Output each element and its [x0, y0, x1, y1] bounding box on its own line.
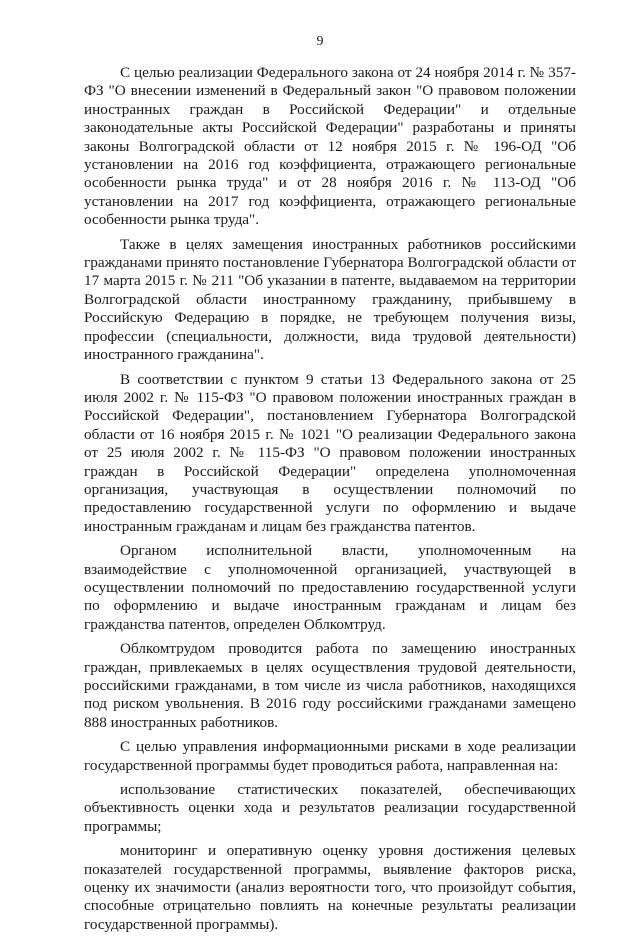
page-number: 9 — [316, 34, 324, 49]
paragraph-monitoring-assessment: мониторинг и оперативную оценку уровня достижения целевых показателей государственной программы, выявление факторов риска, оценку их значимости (анализ вероятности того, что произойдут события, способные отрицательно повлиять на конечные результаты реализации государственной программы). — [84, 842, 576, 933]
document-body — [84, 64, 576, 940]
paragraph-executive-authority: Органом исполнительной власти, уполномоченным на взаимодействие с уполномоченной организацией, участвующей в осуществлении полномочий по предоставлению государственной услуги по оформлению и выдаче иностранным гражданам и лицам без гражданства патентов, определен Облкомтруд. — [84, 542, 576, 633]
paragraph-governor-resolution-patent: Также в целях замещения иностранных работников российскими гражданами принято постановление Губернатора Волгоградской области от 17 марта 2015 г. № 211 "Об указании в патенте, выдаваемом на территории Волгоградской области иностранному гражданину, прибывшему в Российскую Федерацию в порядке, не требующем получения визы, профессии (специальности, должности, вида трудовой деятельности) иностранного гражданина". — [84, 235, 576, 364]
paragraph-federal-law-implementation: С целью реализации Федерального закона от 24 ноября 2014 г. № 357-ФЗ "О внесении изменений в Федеральный закон "О правовом положении иностранных граждан в Российской Федерации" и отдельные законодательные акты Российской Федерации" разработаны и приняты законы Волгоградской области от 12 ноября 2015 г. № 196-ОД "Об установлении на 2016 год коэффициента, отражающего региональные особенности рынка труда" и от 28 ноября 2016 г. № 113-ОД "Об установлении на 2017 год коэффициента, отражающего региональные особенности рынка труда". — [84, 64, 576, 229]
paragraph-risk-management-intro: С целью управления информационными рисками в ходе реализации государственной программы будет проводиться работа, направленная на: — [84, 738, 576, 774]
paragraph-statistical-indicators: использование статистических показателей, обеспечивающих объективность оценки хода и результатов реализации государственной программы; — [84, 781, 576, 835]
paragraph-oblkomtrud-work: Облкомтрудом проводится работа по замещению иностранных граждан, привлекаемых в целях осуществления трудовой деятельности, российскими гражданами, в том числе из числа работников, находящихся под риском увольнения. В 2016 году российскими гражданами замещено 888 иностранных работников. — [84, 640, 576, 731]
paragraph-authorized-organization: В соответствии с пунктом 9 статьи 13 Федерального закона от 25 июля 2002 г. № 115-ФЗ "О правовом положении иностранных граждан в Российской Федерации", постановлением Губернатора Волгоградской области от 16 ноября 2015 г. № 1021 "О реализации Федерального закона от 25 июля 2002 г. № 115-ФЗ "О правовом положении иностранных граждан в Российской Федерации" определена уполномоченная организация, участвующая в осуществлении полномочий по предоставлению государственной услуги по оформлению и выдаче иностранным гражданам и лицам без гражданства патентов. — [84, 370, 576, 535]
